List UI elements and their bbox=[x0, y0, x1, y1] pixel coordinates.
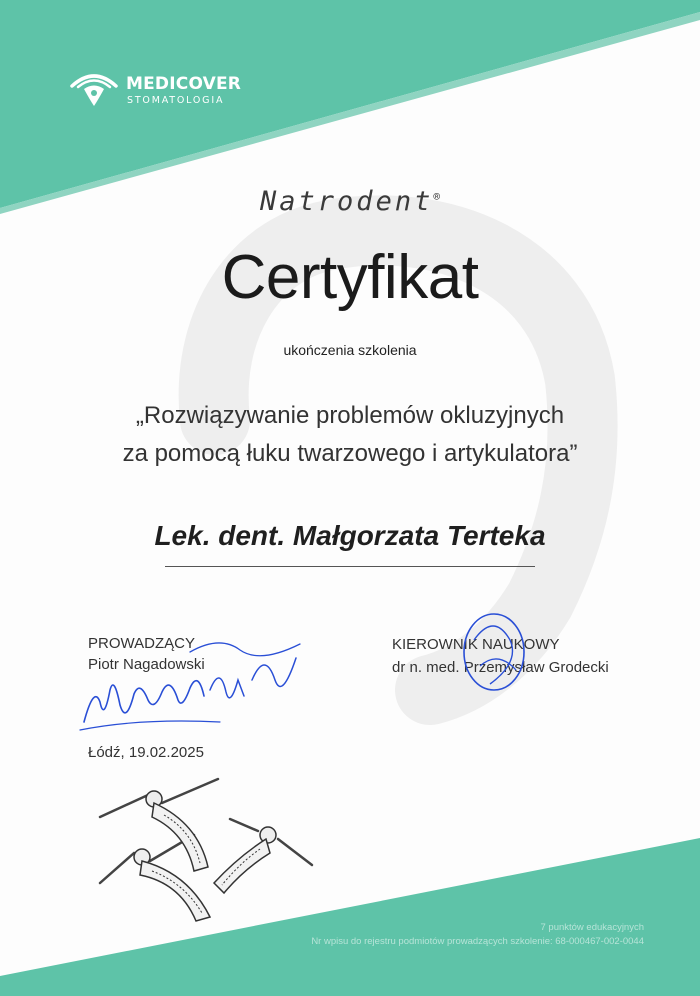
lead-name: Piotr Nagadowski bbox=[88, 656, 205, 673]
logo-subtitle: STOMATOLOGIA bbox=[127, 95, 225, 106]
register-number: Nr wpisu do rejestru podmiotów prowadzących szkolenie: 68-000467-002-0044 bbox=[311, 936, 644, 947]
lead-role-label: PROWADZĄCY bbox=[88, 635, 195, 652]
scientific-role-label: KIEROWNIK NAUKOWY bbox=[392, 636, 560, 653]
medicover-logo bbox=[68, 66, 268, 114]
natrodent-brand bbox=[0, 186, 700, 217]
logo-name: MEDICOVER bbox=[126, 74, 242, 94]
medicover-figure-icon bbox=[68, 70, 120, 110]
place-date: Łódź, 19.02.2025 bbox=[88, 744, 204, 761]
lead-signature bbox=[70, 630, 310, 740]
course-title bbox=[0, 397, 700, 473]
certificate-title: Certyfikat bbox=[221, 243, 479, 312]
course-title-line-2: za pomocą łuku twarzowego i artykulatora” bbox=[122, 440, 578, 467]
articulator-illustration bbox=[90, 775, 330, 935]
scientific-name: dr n. med. Przemysław Grodecki bbox=[392, 659, 609, 676]
recipient-underline bbox=[165, 566, 535, 567]
recipient-name: Lek. dent. Małgorzata Terteka bbox=[154, 520, 546, 551]
scientific-signature bbox=[450, 600, 540, 700]
brand-name: Natrodent bbox=[260, 186, 434, 217]
registered-mark: ® bbox=[433, 190, 440, 203]
course-title-line-1: „Rozwiązywanie problemów okluzyjnych bbox=[135, 402, 565, 429]
certificate-subtitle: ukończenia szkolenia bbox=[283, 342, 417, 358]
education-points: 7 punktów edukacyjnych bbox=[540, 922, 644, 933]
footer-info bbox=[311, 921, 644, 949]
